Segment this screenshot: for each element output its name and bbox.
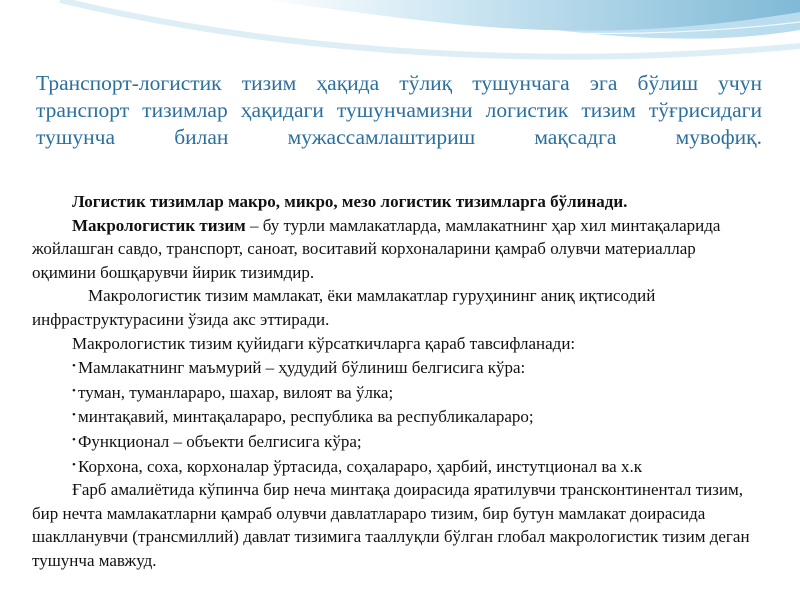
bullet-text: минтақавий, минтақалараро, республика ва республикалараро; [78,407,534,427]
bullet-text: туман, туманлараро, шахар, вилоят ва ўлка; [78,382,394,402]
bullet-icon: • [72,433,76,446]
macro-definition: – бу турли мамлакатларда, мамлакатнинг ҳар хил минтақаларида жойлашган савдо, транспорт, саноат, воситавий корхоналарини қамраб олувчи материаллар оқимини бошқарувчи йирик тизимдир. [32,215,721,282]
bullet-item-3 [32,404,762,429]
bullet-text: Корхона, соха, корхоналар ўртасида, соҳалараро, ҳарбий, инстутционал ва х.к [78,456,642,476]
title-line-3: тушунча билан мужассамлаштириш мақсадга мувофиқ. [36,125,762,149]
bullet-item-5 [32,454,762,479]
macro-definition-paragraph [32,214,762,285]
macro-term: Макрологистик тизим [72,215,246,235]
bullet-icon: • [72,458,76,471]
bullet-item-4 [32,429,762,454]
slide-title [36,70,762,151]
title-line-1: Транспорт-логистик тизим ҳақида тўлиқ тушунчага эга бўлиш учун [36,71,762,95]
bullet-icon: • [72,360,76,373]
bullet-item-1 [32,355,762,380]
title-line-2: транспорт тизимлар ҳақидаги тушунчамизни логистик тизим тўғрисидаги [36,98,762,122]
paragraph-3: Макрологистик тизим қуйидаги кўрсаткичларга қараб тавсифланади: [72,333,576,353]
slide-body [32,190,762,573]
header-wave-decoration [0,0,800,80]
bullet-icon: • [72,384,76,397]
bullet-text: Функционал – объекти белгисига кўра; [78,431,362,451]
paragraph-4: Ғарб амалиётида кўпинча бир неча минтақа доирасида яратилувчи трансконтинентал тизим, бир нечта мамлакатларни қамраб олувчи давлатлараро тизим, бир бутун мамлакат доирасида шаклланувчи (трансмиллий) давлат тизимига тааллуқли бўлган глобал макрологистик тизим деган тушунча мавжуд. [32,480,750,570]
paragraph-2: Макрологистик тизим мамлакат, ёки мамлакатлар гуруҳининг аниқ иқтисодий инфраструктурасини ўзида акс эттиради. [32,286,656,329]
body-heading: Логистик тизимлар макро, микро, мезо логистик тизимларга бўлинади. [72,192,628,211]
bullet-text: Мамлакатнинг маъмурий – ҳудудий бўлиниш белгисига кўра: [78,358,526,378]
bullet-icon: • [72,409,76,422]
bullet-item-2 [32,380,762,405]
